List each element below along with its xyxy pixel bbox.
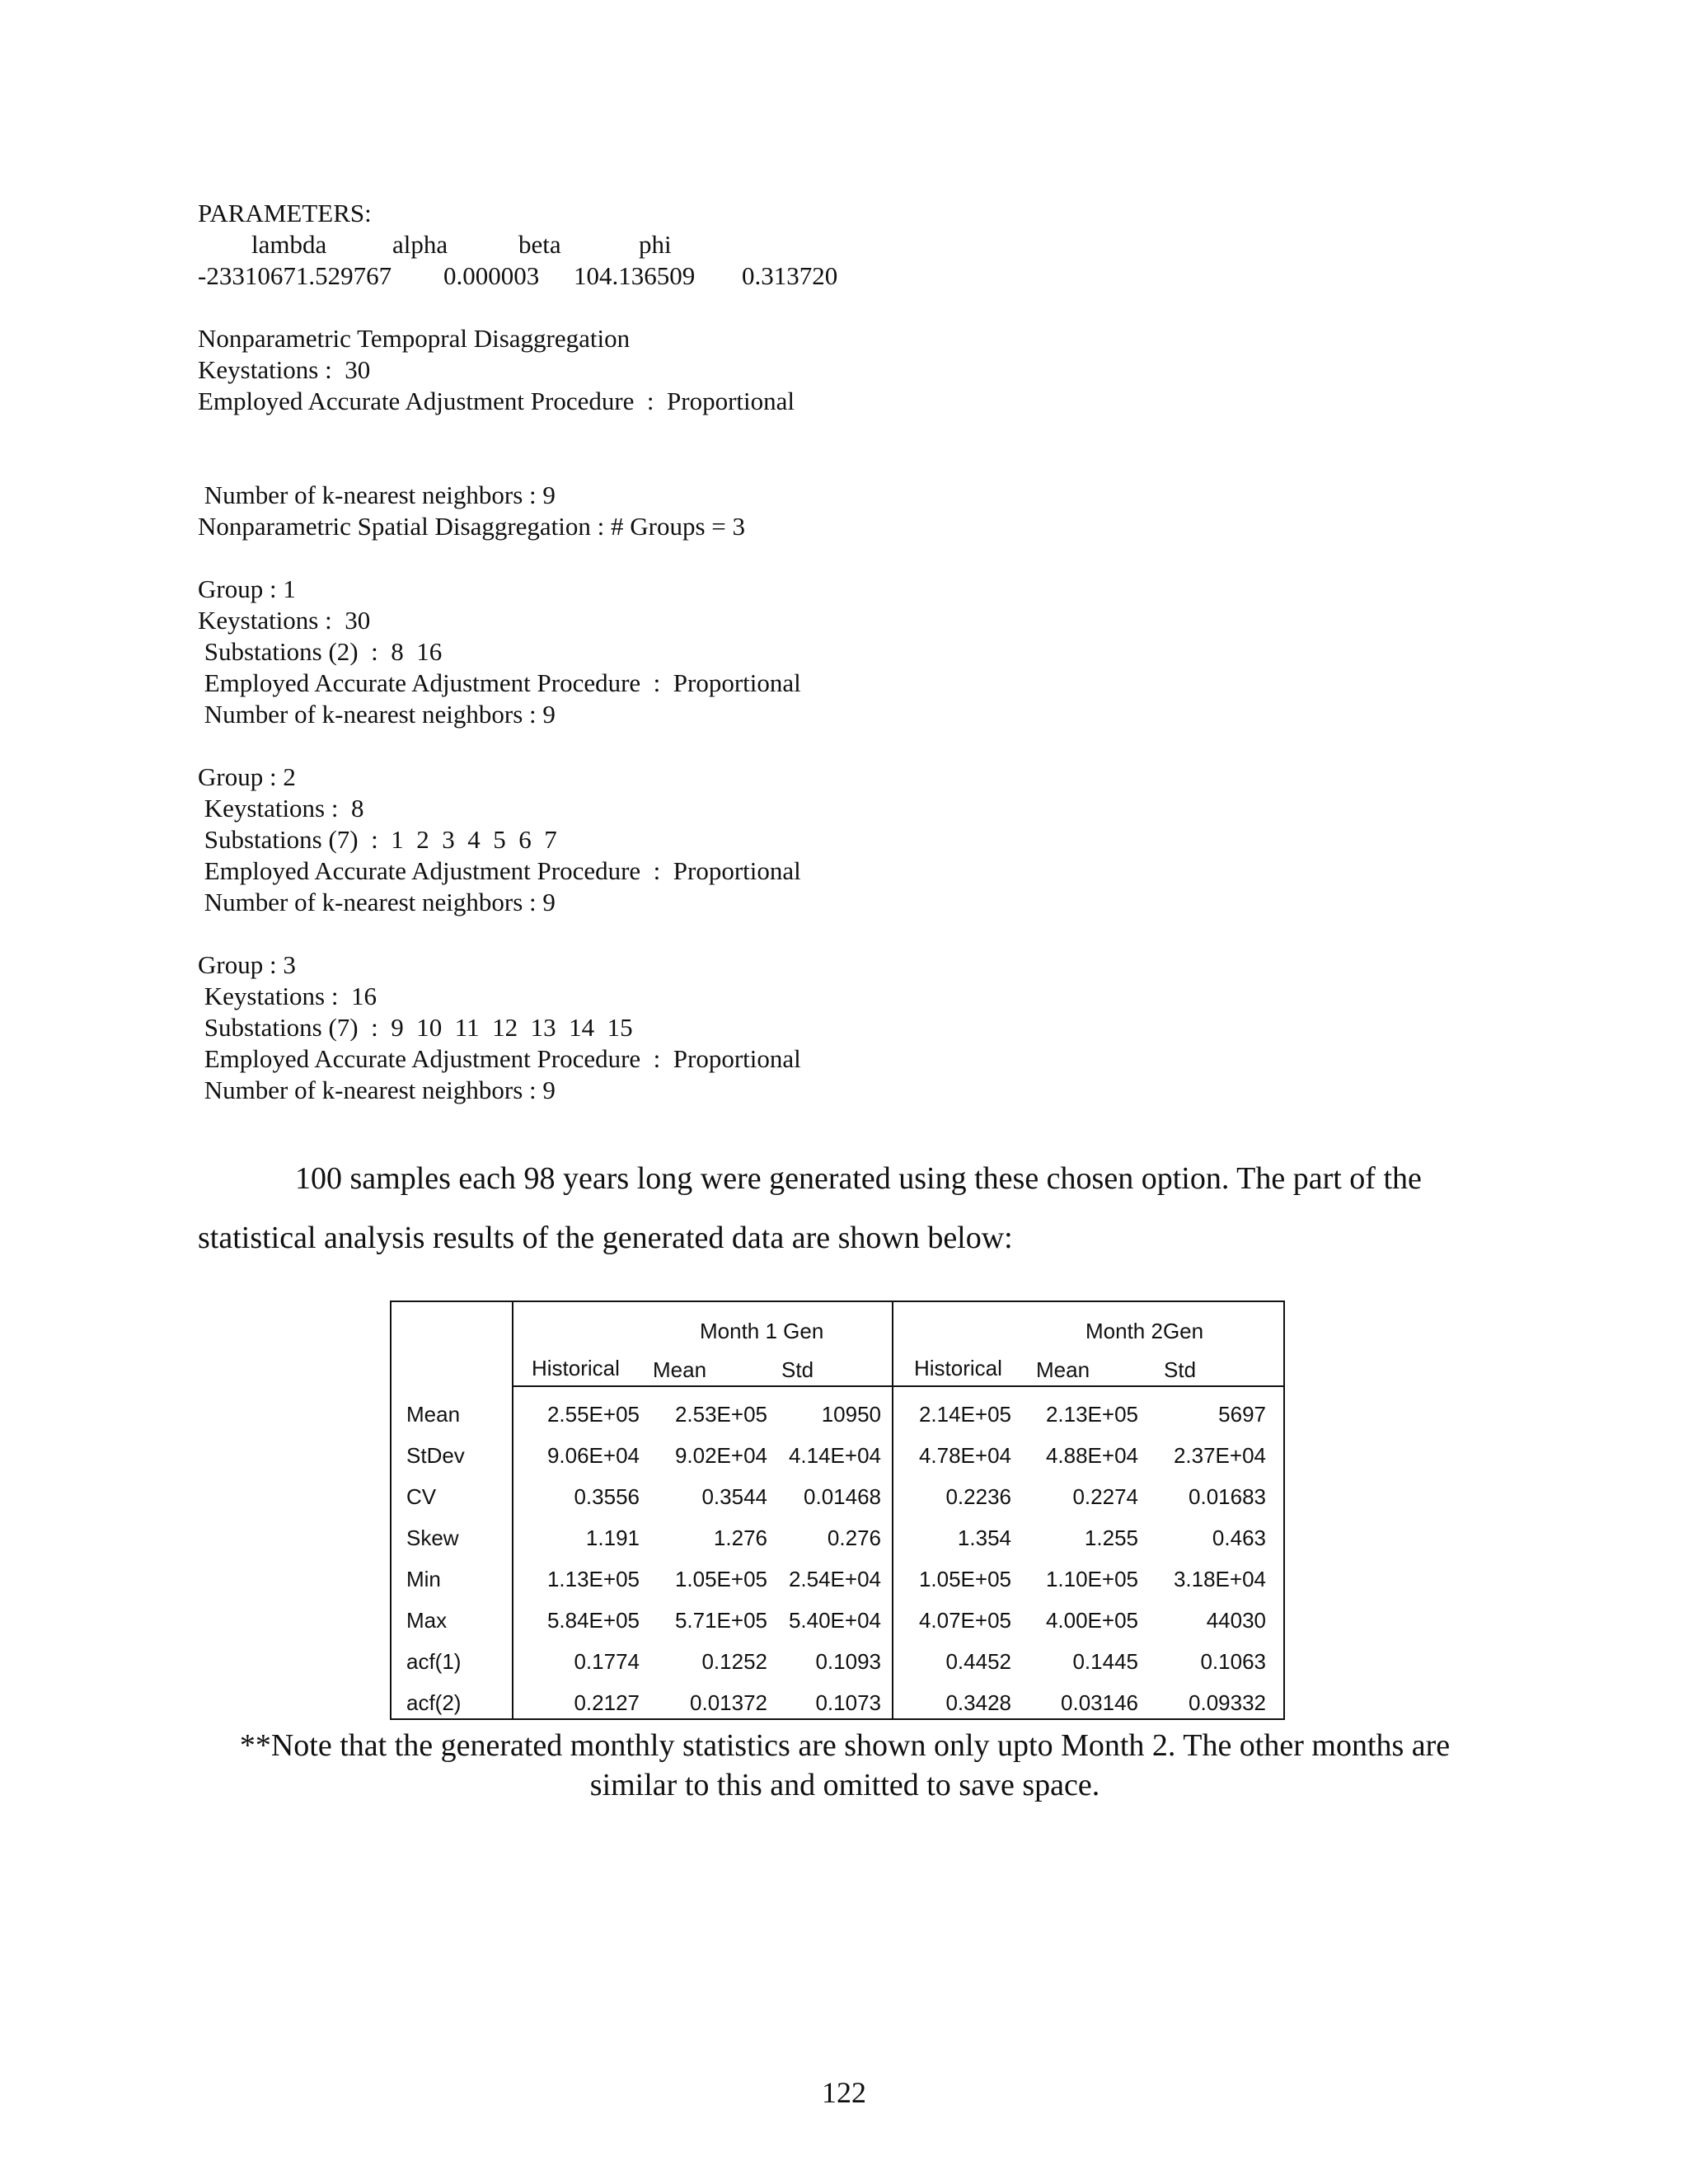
group-2-substations: Substations (7) : 1 2 3 4 5 6 7 bbox=[198, 825, 557, 854]
table-cell: 2.13E+05 bbox=[1045, 1402, 1138, 1427]
row-label: CV bbox=[406, 1484, 437, 1509]
param-value-alpha: 0.000003 bbox=[443, 261, 540, 290]
table-cell: 9.06E+04 bbox=[546, 1443, 640, 1468]
table-cell: 2.37E+04 bbox=[1173, 1443, 1266, 1468]
col-header-std-1: Std bbox=[781, 1357, 814, 1382]
body-paragraph-line-2: statistical analysis results of the generated data are shown below: bbox=[198, 1221, 1013, 1255]
param-name-phi: phi bbox=[639, 230, 672, 259]
group-1-title: Group : 1 bbox=[198, 574, 296, 603]
table-cell: 0.463 bbox=[1212, 1526, 1266, 1550]
table-cell: 0.1252 bbox=[701, 1649, 767, 1674]
group-3-keystations: Keystations : 16 bbox=[198, 982, 377, 1010]
group-1-adjustment: Employed Accurate Adjustment Procedure : Proportional bbox=[198, 668, 801, 697]
temporal-keystations: Keystations : 30 bbox=[198, 355, 371, 384]
table-cell: 2.14E+05 bbox=[918, 1402, 1011, 1427]
table-cell: 2.55E+05 bbox=[546, 1402, 640, 1427]
table-cell: 0.1063 bbox=[1200, 1649, 1266, 1674]
row-label: acf(2) bbox=[406, 1690, 462, 1715]
param-value-phi: 0.313720 bbox=[742, 261, 838, 290]
group-2-title: Group : 2 bbox=[198, 762, 296, 791]
footnote-line-2: similar to this and omitted to save space. bbox=[589, 1768, 1100, 1802]
table-cell: 0.01468 bbox=[804, 1484, 881, 1509]
table-cell: 1.191 bbox=[585, 1526, 640, 1550]
body-paragraph-line-1-text: 100 samples each 98 years long were generated using these chosen option. The part of the bbox=[295, 1161, 1422, 1196]
col-header-std-2: Std bbox=[1164, 1357, 1197, 1382]
group-header-month-1: Month 1 Gen bbox=[700, 1319, 824, 1343]
group-2-neighbors: Number of k-nearest neighbors : 9 bbox=[198, 888, 556, 916]
table-cell: 1.13E+05 bbox=[546, 1567, 640, 1591]
table-cell: 44030 bbox=[1206, 1608, 1266, 1633]
row-label: StDev bbox=[406, 1443, 465, 1468]
table-cell: 0.1093 bbox=[815, 1649, 881, 1674]
table-cell: 4.88E+04 bbox=[1045, 1443, 1138, 1468]
table-cell: 0.1073 bbox=[815, 1690, 881, 1715]
table-cell: 0.2127 bbox=[574, 1690, 640, 1715]
group-2-adjustment: Employed Accurate Adjustment Procedure : Proportional bbox=[198, 856, 801, 885]
group-2-keystations: Keystations : 8 bbox=[198, 794, 364, 823]
body-paragraph bbox=[198, 1149, 1492, 1268]
param-name-beta: beta bbox=[518, 230, 561, 259]
col-header-mean-2: Mean bbox=[1036, 1357, 1090, 1382]
table-cell: 1.255 bbox=[1084, 1526, 1138, 1550]
col-header-historical-1: Historical bbox=[532, 1356, 620, 1380]
body-paragraph-line-1 bbox=[198, 1149, 1492, 1208]
temporal-title: Nonparametric Tempopral Disaggregation bbox=[198, 324, 631, 353]
col-header-mean-1: Mean bbox=[653, 1357, 707, 1382]
group-1-neighbors: Number of k-nearest neighbors : 9 bbox=[198, 700, 556, 729]
group-3-neighbors: Number of k-nearest neighbors : 9 bbox=[198, 1076, 556, 1104]
table-cell: 0.01683 bbox=[1189, 1484, 1266, 1509]
table-cell: 9.02E+04 bbox=[674, 1443, 767, 1468]
row-label: Max bbox=[406, 1608, 448, 1633]
table-cell: 5.84E+05 bbox=[546, 1608, 640, 1633]
param-name-alpha: alpha bbox=[392, 230, 448, 259]
statistics-table bbox=[390, 1301, 1285, 1720]
table-cell: 0.09332 bbox=[1189, 1690, 1266, 1715]
table-cell: 0.01372 bbox=[690, 1690, 767, 1715]
table-cell: 3.18E+04 bbox=[1173, 1567, 1266, 1591]
spatial-title: Nonparametric Spatial Disaggregation : # Groups = 3 bbox=[198, 512, 746, 541]
table-cell: 0.4452 bbox=[945, 1649, 1011, 1674]
table-header-rule bbox=[512, 1385, 1283, 1387]
table-cell: 5.40E+04 bbox=[788, 1608, 881, 1633]
group-1-substations: Substations (2) : 8 16 bbox=[198, 637, 443, 666]
table-cell: 0.3428 bbox=[945, 1690, 1011, 1715]
table-cell: 0.3556 bbox=[574, 1484, 640, 1509]
param-name-lambda: lambda bbox=[251, 230, 327, 259]
row-label: Mean bbox=[406, 1402, 461, 1427]
page-number: 122 bbox=[822, 2076, 866, 2109]
table-cell: 1.10E+05 bbox=[1045, 1567, 1138, 1591]
footnote-line-1: **Note that the generated monthly statistics are shown only upto Month 2. The other months are bbox=[239, 1728, 1451, 1763]
table-divider-months bbox=[892, 1302, 893, 1718]
row-label: Skew bbox=[406, 1526, 459, 1550]
temporal-neighbors: Number of k-nearest neighbors : 9 bbox=[198, 480, 556, 509]
temporal-adjustment: Employed Accurate Adjustment Procedure : Proportional bbox=[198, 387, 795, 415]
table-cell: 1.05E+05 bbox=[918, 1567, 1011, 1591]
table-cell: 0.2236 bbox=[945, 1484, 1011, 1509]
table-cell: 5697 bbox=[1218, 1402, 1266, 1427]
group-3-adjustment: Employed Accurate Adjustment Procedure : Proportional bbox=[198, 1044, 801, 1073]
table-cell: 0.3544 bbox=[701, 1484, 767, 1509]
table-cell: 1.354 bbox=[957, 1526, 1011, 1550]
param-value-beta: 104.136509 bbox=[574, 261, 696, 290]
row-label: acf(1) bbox=[406, 1649, 462, 1674]
col-header-historical-2: Historical bbox=[914, 1356, 1002, 1380]
group-3-substations: Substations (7) : 9 10 11 12 13 14 15 bbox=[198, 1013, 633, 1042]
table-cell: 4.14E+04 bbox=[788, 1443, 881, 1468]
table-cell: 1.276 bbox=[713, 1526, 767, 1550]
table-cell: 4.00E+05 bbox=[1045, 1608, 1138, 1633]
table-cell: 5.71E+05 bbox=[674, 1608, 767, 1633]
group-3-title: Group : 3 bbox=[198, 950, 296, 979]
table-divider-label bbox=[512, 1302, 513, 1718]
table-cell: 2.54E+04 bbox=[788, 1567, 881, 1591]
row-label: Min bbox=[406, 1567, 441, 1591]
table-cell: 1.05E+05 bbox=[674, 1567, 767, 1591]
table-cell: 0.276 bbox=[827, 1526, 881, 1550]
param-value-lambda: -23310671.529767 bbox=[198, 261, 392, 290]
footnote bbox=[165, 1726, 1525, 1805]
table-cell: 0.03146 bbox=[1061, 1690, 1138, 1715]
group-header-month-2: Month 2Gen bbox=[1085, 1319, 1204, 1343]
table-cell: 4.78E+04 bbox=[918, 1443, 1011, 1468]
table-cell: 0.2274 bbox=[1072, 1484, 1138, 1509]
table-cell: 10950 bbox=[821, 1402, 881, 1427]
group-1-keystations: Keystations : 30 bbox=[198, 606, 371, 635]
table-cell: 4.07E+05 bbox=[918, 1608, 1011, 1633]
table-cell: 2.53E+05 bbox=[674, 1402, 767, 1427]
table-cell: 0.1774 bbox=[574, 1649, 640, 1674]
table-cell: 0.1445 bbox=[1072, 1649, 1138, 1674]
parameters-heading: PARAMETERS: bbox=[198, 199, 372, 227]
